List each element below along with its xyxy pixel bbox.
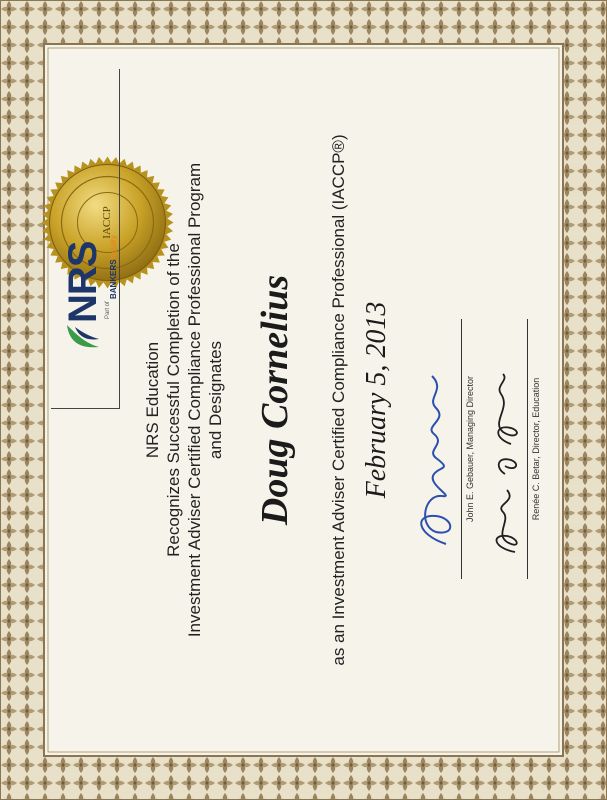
signature-gebauer — [406, 364, 462, 554]
award-date: February 5, 2013 — [361, 301, 392, 499]
nrs-leaf-icon — [63, 323, 103, 351]
part-of-label: Part of — [105, 301, 111, 319]
nrs-wordmark: NRS — [61, 241, 105, 323]
designation-line: as an Investment Adviser Certified Compliance Professional (IACCP®) — [329, 134, 348, 666]
signature-line-1 — [461, 319, 462, 579]
acuity-label: Acuity — [109, 234, 118, 260]
recognition-line-1: Recognizes Successful Completion of the — [164, 243, 183, 557]
signature-betar — [481, 364, 531, 564]
recipient-name: Doug Cornelius — [254, 274, 296, 526]
signatory-2-caption: Renée C. Betar, Director, Education — [531, 377, 541, 521]
issuer-line: NRS Education — [143, 341, 162, 459]
recognition-line-2: Investment Adviser Certified Compliance Professional Program — [185, 162, 204, 638]
bankers-label: BANKERS — [109, 259, 118, 299]
certificate-body — [51, 51, 556, 749]
seal-center-text: IACCP — [101, 206, 113, 239]
bankers-acuity-logo — [103, 235, 121, 299]
signatory-1-caption: John E. Gebauer, Managing Director — [465, 375, 475, 523]
nrs-logo — [55, 231, 118, 351]
signature-line-2 — [527, 319, 528, 579]
recognition-line-3: and Designates — [206, 340, 225, 460]
corner-rule-vertical — [51, 408, 119, 409]
